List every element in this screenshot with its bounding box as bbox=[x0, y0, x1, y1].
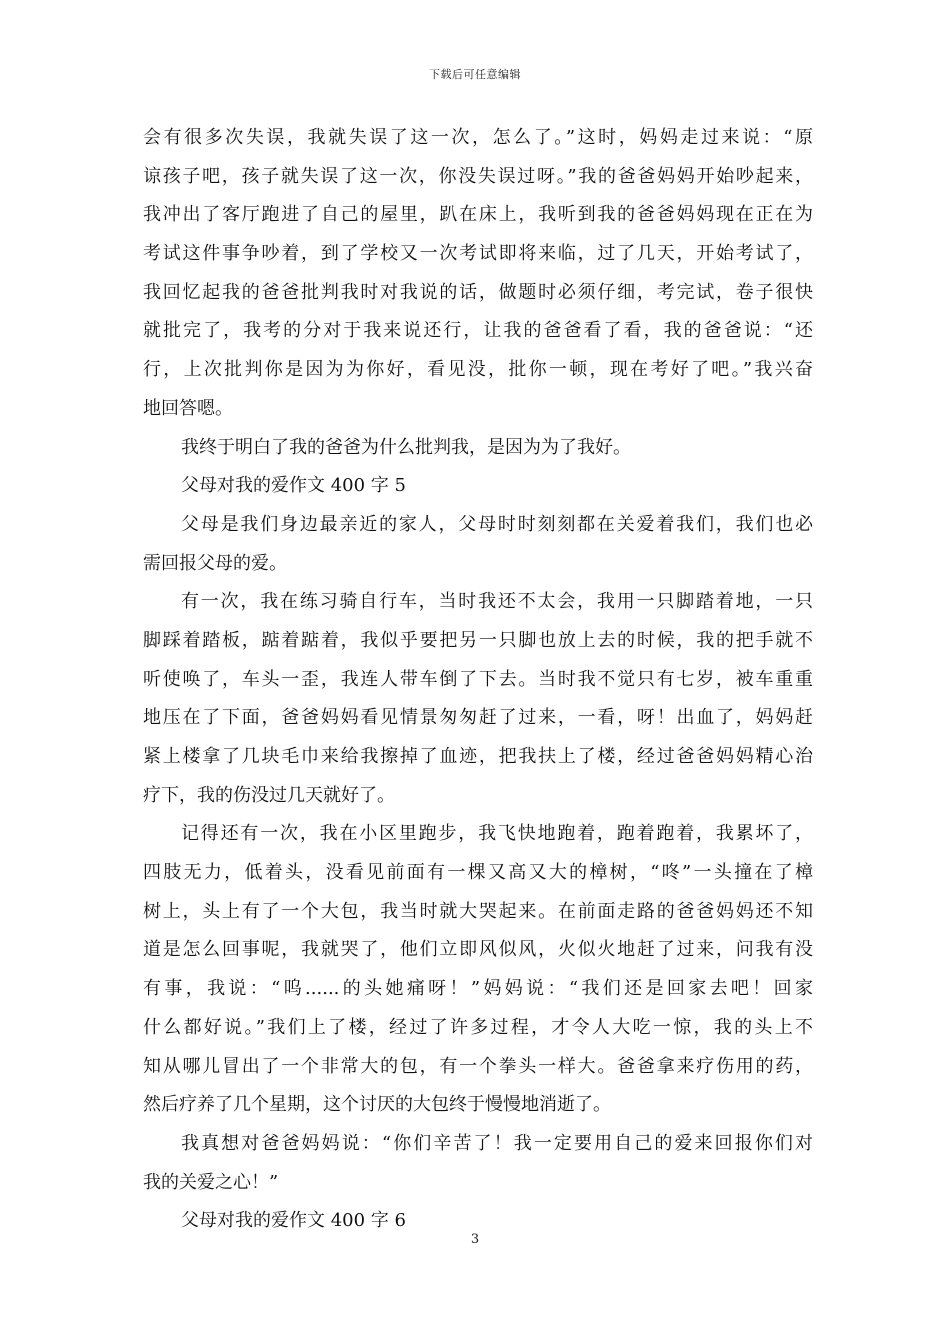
text-line: 紧上楼拿了几块毛巾来给我擦掉了血迹，把我扶上了楼，经过爸爸妈妈精心治 bbox=[143, 746, 813, 767]
text-line: 树上，头上有了一个大包，我当时就大哭起来。在前面走路的爸爸妈妈还不知 bbox=[143, 900, 813, 922]
text-line: 有事，我说：“呜......的头她痛呀！”妈妈说：“我们还是回家去吧！回家 bbox=[143, 978, 813, 1000]
text-line: 父母对我的爱作文 400 字 5 bbox=[181, 475, 406, 497]
text-line: 就批完了，我考的分对于我来说还行，让我的爸爸看了看，我的爸爸说：“还 bbox=[143, 320, 813, 342]
text-line: 知从哪儿冒出了一个非常大的包，有一个拳头一样大。爸爸拿来疗伤用的药， bbox=[143, 1055, 813, 1077]
text-line: 听使唤了，车头一歪，我连人带车倒了下去。当时我不觉只有七岁，被车重重 bbox=[143, 668, 813, 690]
text-line: 行，上次批判你是因为为你好，看见没，批你一顿，现在考好了吧。”我兴奋 bbox=[143, 359, 813, 381]
text-line: 记得还有一次，我在小区里跑步，我飞快地跑着，跑着跑着，我累坏了， bbox=[181, 823, 813, 845]
text-line: 我冲出了客厅跑进了自己的屋里，趴在床上，我听到我的爸爸妈妈现在正在为 bbox=[143, 204, 813, 226]
text-line: 脚踩着踏板，踮着踮着，我似乎要把另一只脚也放上去的时候，我的把手就不 bbox=[143, 629, 813, 651]
text-line: 四肢无力，低着头，没看见前面有一棵又高又大的樟树，“咚”一头撞在了樟 bbox=[143, 862, 813, 884]
text-line: 然后疗养了几个星期，这个讨厌的大包终于慢慢地消逝了。 bbox=[143, 1094, 611, 1116]
text-line: 我真想对爸爸妈妈说：“你们辛苦了！我一定要用自己的爱来回报你们对 bbox=[181, 1132, 813, 1154]
text-line: 疗下，我的伤没过几天就好了。 bbox=[143, 784, 395, 806]
page-number: 3 bbox=[470, 1232, 480, 1247]
text-line: 谅孩子吧，孩子就失误了这一次，你没失误过呀。”我的爸爸妈妈开始吵起来， bbox=[143, 165, 813, 187]
document-body bbox=[143, 119, 813, 1241]
text-line: 我终于明白了我的爸爸为什么批判我，是因为为了我好。 bbox=[181, 436, 631, 458]
text-line: 道是怎么回事呢，我就哭了，他们立即风似风，火似火地赶了过来，问我有没 bbox=[143, 939, 813, 961]
text-line: 我回忆起我的爸爸批判我时对我说的话，做题时必须仔细，考完试，卷子很快 bbox=[143, 281, 813, 303]
text-line: 什么都好说。”我们上了楼，经过了许多过程，才令人大吃一惊，我的头上不 bbox=[143, 1016, 813, 1038]
text-line: 地压在了下面，爸爸妈妈看见情景匆匆赶了过来，一看，呀！出血了，妈妈赶 bbox=[143, 707, 813, 729]
text-line: 考试这件事争吵着，到了学校又一次考试即将来临，过了几天，开始考试了， bbox=[143, 243, 813, 265]
page-header: 下载后可任意编辑 bbox=[429, 68, 521, 81]
text-line: 我的关爱之心！” bbox=[143, 1171, 279, 1193]
text-line: 会有很多次失误，我就失误了这一次，怎么了。”这时，妈妈走过来说：“原 bbox=[143, 127, 813, 148]
text-line: 有一次，我在练习骑自行车，当时我还不太会，我用一只脚踏着地，一只 bbox=[181, 591, 813, 613]
text-line: 父母是我们身边最亲近的家人，父母时时刻刻都在关爱着我们，我们也必 bbox=[181, 513, 813, 535]
text-line: 需回报父母的爱。 bbox=[143, 552, 287, 574]
text-line: 父母对我的爱作文 400 字 6 bbox=[181, 1210, 406, 1232]
text-line: 地回答嗯。 bbox=[143, 397, 233, 419]
